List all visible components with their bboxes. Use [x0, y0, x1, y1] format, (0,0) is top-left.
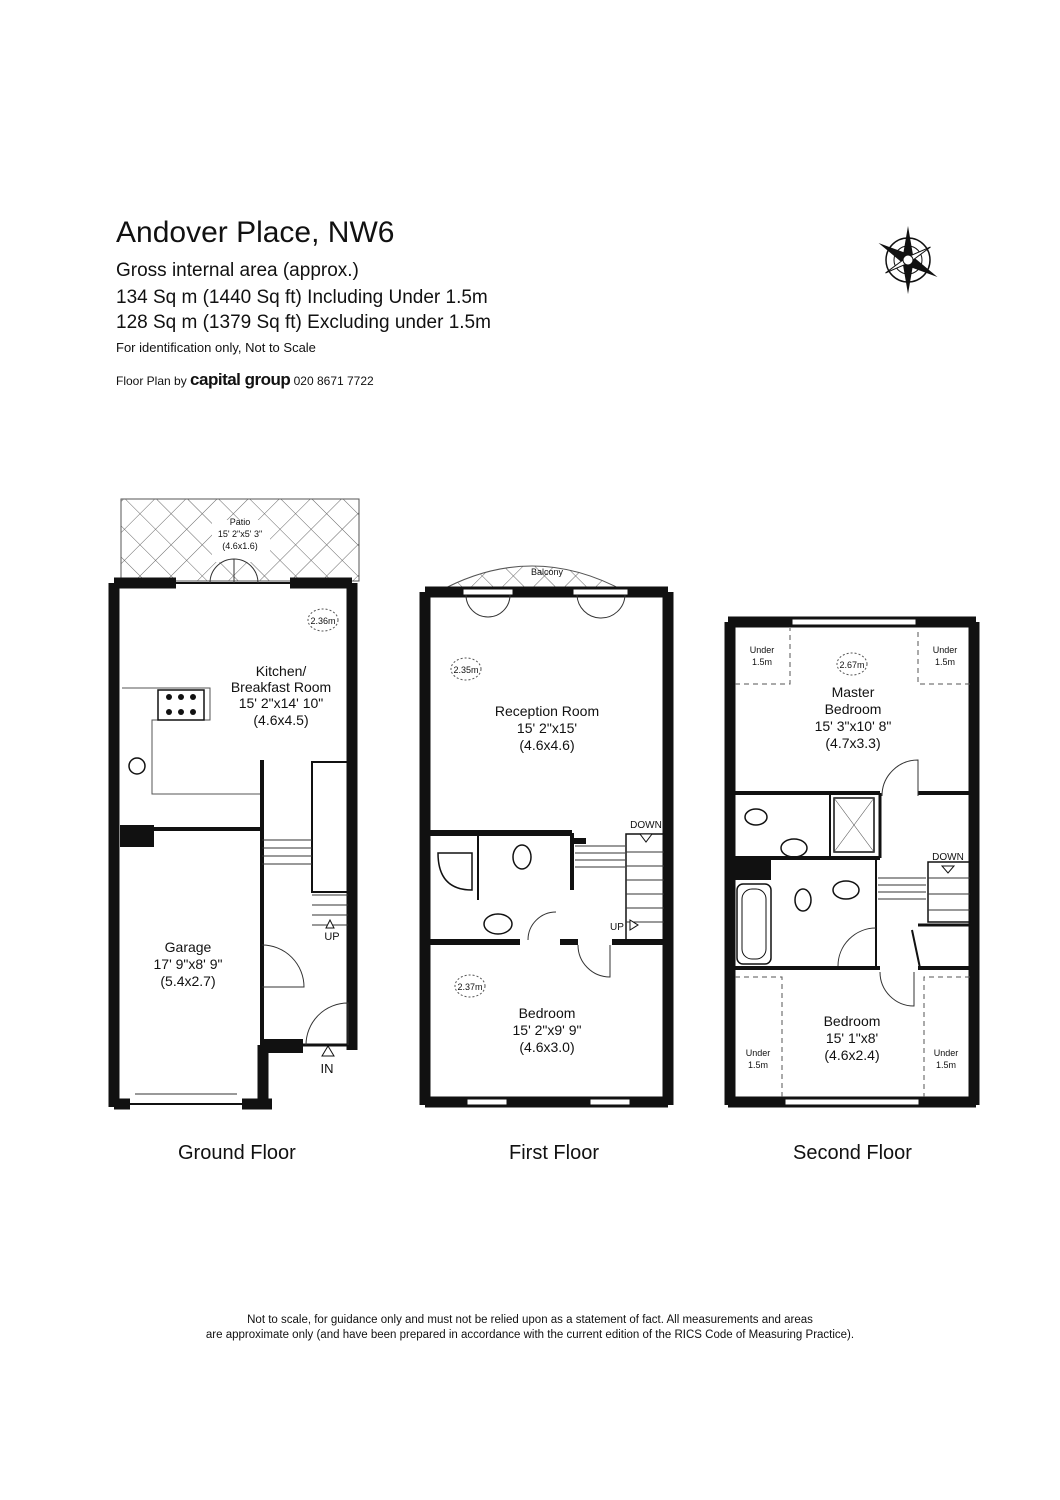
compass-rose-icon [876, 226, 940, 294]
entrance-label: IN [320, 1061, 334, 1076]
entrance-arrow-icon [322, 1046, 334, 1056]
kitchen-ceiling-height: 2.36m [310, 616, 336, 626]
first-floor-label: First Floor [509, 1142, 599, 1164]
patio-metric: (4.6x1.6) [222, 541, 258, 551]
garage-metric: (5.4x2.7) [160, 973, 216, 989]
under-label-3a: Under [745, 1048, 771, 1058]
master-ceiling-height: 2.67m [839, 660, 865, 670]
balcony-label: Balcony [530, 567, 564, 577]
under-label-1b: 1.5m [751, 657, 773, 667]
disclaimer-line-1: Not to scale, for guidance only and must not be relied upon as a statement of fact. All measurements and areas [247, 1314, 813, 1326]
first-stairs-up-label: UP [610, 922, 624, 933]
second-floor-label: Second Floor [793, 1142, 912, 1164]
bedroom1-name: Bedroom [518, 1005, 576, 1021]
master-metric: (4.7x3.3) [825, 735, 881, 751]
ground-stairs-up-label: UP [324, 931, 340, 943]
garage-name: Garage [164, 939, 212, 955]
credit-prefix: Floor Plan by [116, 374, 187, 388]
bath-basin-icon [833, 881, 859, 899]
kitchen-imperial: 15' 2"x14' 10" [238, 695, 324, 711]
ensuite-toilet-icon [745, 809, 767, 825]
kitchen-metric: (4.6x4.5) [253, 712, 309, 728]
toilet-icon [513, 845, 531, 869]
reception-metric: (4.6x4.6) [519, 737, 575, 753]
patio-name: Patio [229, 517, 251, 527]
reception-name: Reception Room [494, 703, 600, 719]
master-name-1: Master [831, 684, 875, 700]
ground-floor-plan [114, 499, 359, 1107]
area-including: 134 Sq m (1440 Sq ft) Including Under 1.5m [116, 287, 488, 308]
first-floor-plan [425, 566, 668, 1105]
kitchen-name-1: Kitchen/ [255, 663, 307, 679]
basin-icon [484, 914, 512, 934]
garage-imperial: 17' 9"x8' 9" [153, 956, 223, 972]
credit-phone: 020 8671 7722 [293, 374, 374, 388]
bedroom1-imperial: 15' 2"x9' 9" [512, 1022, 582, 1038]
under-label-3b: 1.5m [747, 1060, 769, 1070]
ground-floor-label: Ground Floor [178, 1142, 296, 1164]
master-imperial: 15' 3"x10' 8" [814, 718, 892, 734]
bedroom1-ceiling-height: 2.37m [457, 982, 483, 992]
ground-stairs [262, 762, 348, 928]
disclaimer-line-2: are approximate only (and have been prepared in accordance with the current edition of the RICS Code of Measuring Practice). [205, 1329, 855, 1341]
identification-note: For identification only, Not to Scale [116, 340, 316, 355]
under-label-2a: Under [932, 645, 958, 655]
under-label-4b: 1.5m [935, 1060, 957, 1070]
under-label-2b: 1.5m [934, 657, 956, 667]
bath-toilet-icon [795, 889, 811, 911]
property-title: Andover Place, NW6 [116, 216, 395, 249]
master-name-2: Bedroom [824, 701, 882, 717]
brand-logo: capital group [190, 370, 291, 389]
bedroom2-metric: (4.6x2.4) [824, 1047, 880, 1063]
second-stairs-down-label: DOWN [932, 852, 964, 863]
first-stairs-down-label: DOWN [630, 820, 662, 831]
second-stairs [878, 862, 970, 968]
ensuite-basin-icon [781, 839, 807, 857]
bedroom1-metric: (4.6x3.0) [519, 1039, 575, 1055]
under-label-4a: Under [933, 1048, 959, 1058]
under-label-1a: Under [749, 645, 775, 655]
reception-ceiling-height: 2.35m [453, 665, 479, 675]
bedroom2-imperial: 15' 1"x8' [825, 1030, 879, 1046]
second-floor-plan [728, 619, 976, 1105]
kitchen-name-2: Breakfast Room [230, 679, 332, 695]
patio-imperial: 15' 2"x5' 3" [217, 529, 263, 539]
bedroom2-name: Bedroom [823, 1013, 881, 1029]
gross-area-label: Gross internal area (approx.) [116, 260, 359, 281]
area-excluding: 128 Sq m (1379 Sq ft) Excluding under 1.5m [116, 312, 491, 333]
disclaimer [80, 1313, 980, 1343]
reception-imperial: 15' 2"x15' [516, 720, 578, 736]
sink-icon [129, 758, 145, 774]
shower-icon [438, 853, 472, 890]
